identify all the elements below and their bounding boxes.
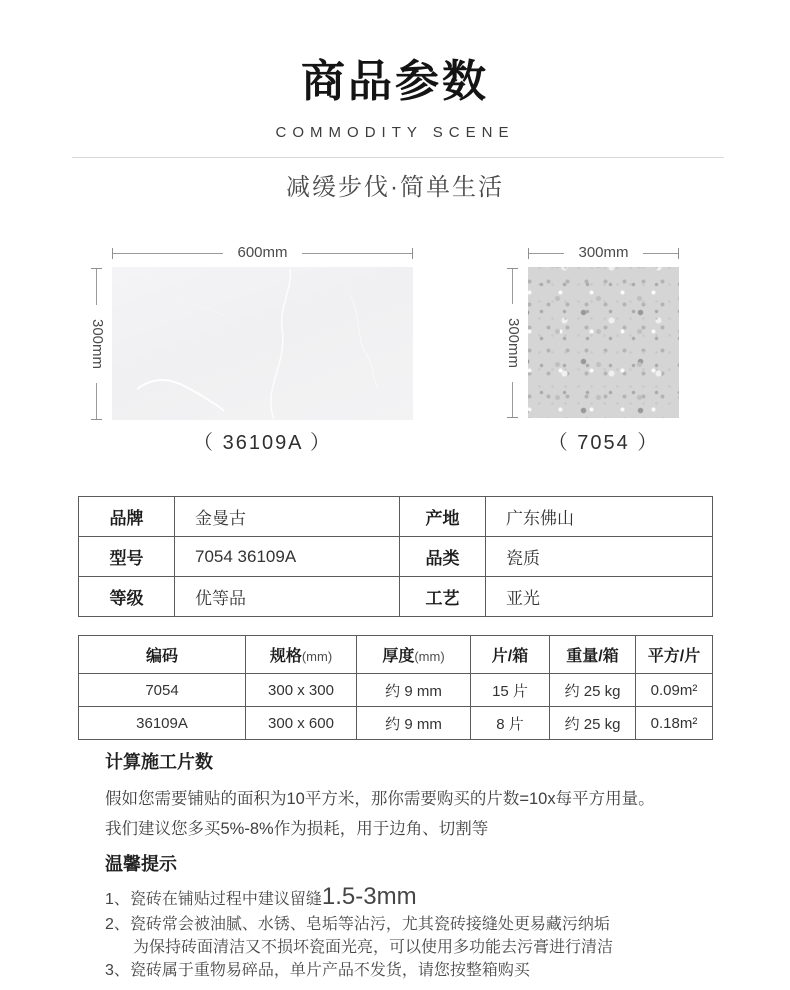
dimension-line <box>113 253 223 254</box>
column-header: 规格(mm) <box>246 636 357 674</box>
table-row <box>79 674 713 707</box>
table-cell: 约 9 mm <box>357 674 471 707</box>
dimension-line <box>97 269 98 305</box>
tile-image-7054 <box>528 267 679 418</box>
page-subtitle: COMMODITY SCENE <box>275 124 515 141</box>
table-cell: 8 片 <box>471 707 550 740</box>
width-dimension-tile-b <box>528 246 679 260</box>
calc-line: 我们建议您多买5%-8%作为损耗，用于边角、切割等 <box>105 820 489 838</box>
tile-code-label-7054: （ 7054 ） <box>547 432 660 454</box>
column-header: 片/箱 <box>471 636 550 674</box>
height-dimension-label: 300mm <box>89 318 106 370</box>
tip-item-continued: 为保持砖面清洁又不损坏瓷面光亮，可以使用多功能去污膏进行清洁 <box>133 939 614 956</box>
tile-code-label-36109a: （ 36109A ） <box>193 432 332 454</box>
dimension-line <box>643 253 678 254</box>
tagline: 减缓步伐·简单生活 <box>286 174 504 201</box>
spec-label-cell: 品类 <box>400 537 486 577</box>
dimension-tick <box>678 248 679 259</box>
tip-item: 3、瓷砖属于重物易碎品，单片产品不发货，请您按整箱购买 <box>105 962 530 979</box>
header-divider <box>72 157 724 158</box>
table-cell: 300 x 300 <box>246 674 357 707</box>
spec-label-cell: 产地 <box>400 497 486 537</box>
calc-line: 假如您需要铺贴的面积为10平方米，那你需要购买的片数=10x每平方用量。 <box>105 790 655 808</box>
table-row <box>79 577 713 617</box>
table-cell: 约 9 mm <box>357 707 471 740</box>
spec-label-cell: 等级 <box>79 577 175 617</box>
tile-image-36109a <box>112 267 413 420</box>
column-header: 厚度(mm) <box>357 636 471 674</box>
table-row <box>79 497 713 537</box>
width-dimension-label: 600mm <box>237 244 288 261</box>
spec-label-cell: 工艺 <box>400 577 486 617</box>
spec-value-cell: 广东佛山 <box>486 497 713 537</box>
warm-tips-section <box>105 852 765 982</box>
spec-value-cell: 金曼古 <box>175 497 400 537</box>
table-cell: 300 x 600 <box>246 707 357 740</box>
calc-pieces-section <box>105 750 745 844</box>
table-cell: 约 25 kg <box>550 707 636 740</box>
spec-label-cell: 型号 <box>79 537 175 577</box>
product-spec-table <box>78 496 713 617</box>
dimension-tick <box>508 417 519 418</box>
page-title: 商品参数 <box>301 57 489 106</box>
column-header: 平方/片 <box>636 636 713 674</box>
table-row <box>79 537 713 577</box>
height-dimension-label: 300mm <box>505 317 522 369</box>
dimension-line <box>513 382 514 417</box>
height-dimension-tile-b <box>506 268 520 418</box>
spec-value-cell: 7054 36109A <box>175 537 400 577</box>
table-cell: 0.09m² <box>636 674 713 707</box>
column-header: 编码 <box>79 636 246 674</box>
table-cell: 7054 <box>79 674 246 707</box>
column-header: 重量/箱 <box>550 636 636 674</box>
table-row <box>79 707 713 740</box>
tip-item: 2、瓷砖常会被油腻、水锈、皂垢等沾污，尤其瓷砖接缝处更易藏污纳垢 <box>105 916 610 933</box>
spec-value-cell: 瓷质 <box>486 537 713 577</box>
tip-item <box>105 884 765 913</box>
dimension-line <box>97 383 98 419</box>
table-cell: 约 25 kg <box>550 674 636 707</box>
section-title: 温馨提示 <box>105 854 177 874</box>
width-dimension-tile-a <box>112 246 413 260</box>
width-dimension-label: 300mm <box>578 244 629 261</box>
dimension-line <box>302 253 412 254</box>
tip-text: 1、瓷砖在铺贴过程中建议留缝 <box>105 891 322 908</box>
size-packing-table <box>78 635 713 740</box>
dimension-tick <box>412 248 413 259</box>
table-cell: 36109A <box>79 707 246 740</box>
section-title: 计算施工片数 <box>105 752 213 772</box>
height-dimension-tile-a <box>90 268 104 420</box>
table-cell: 0.18m² <box>636 707 713 740</box>
dimension-line <box>529 253 564 254</box>
spec-value-cell: 优等品 <box>175 577 400 617</box>
tile-texture-veins <box>112 267 413 420</box>
table-header-row <box>79 636 713 674</box>
dimension-tick <box>92 419 103 420</box>
spec-label-cell: 品牌 <box>79 497 175 537</box>
table-cell: 15 片 <box>471 674 550 707</box>
spec-value-cell: 亚光 <box>486 577 713 617</box>
tip-gap-highlight: 1.5-3mm <box>321 883 417 910</box>
dimension-line <box>513 269 514 304</box>
